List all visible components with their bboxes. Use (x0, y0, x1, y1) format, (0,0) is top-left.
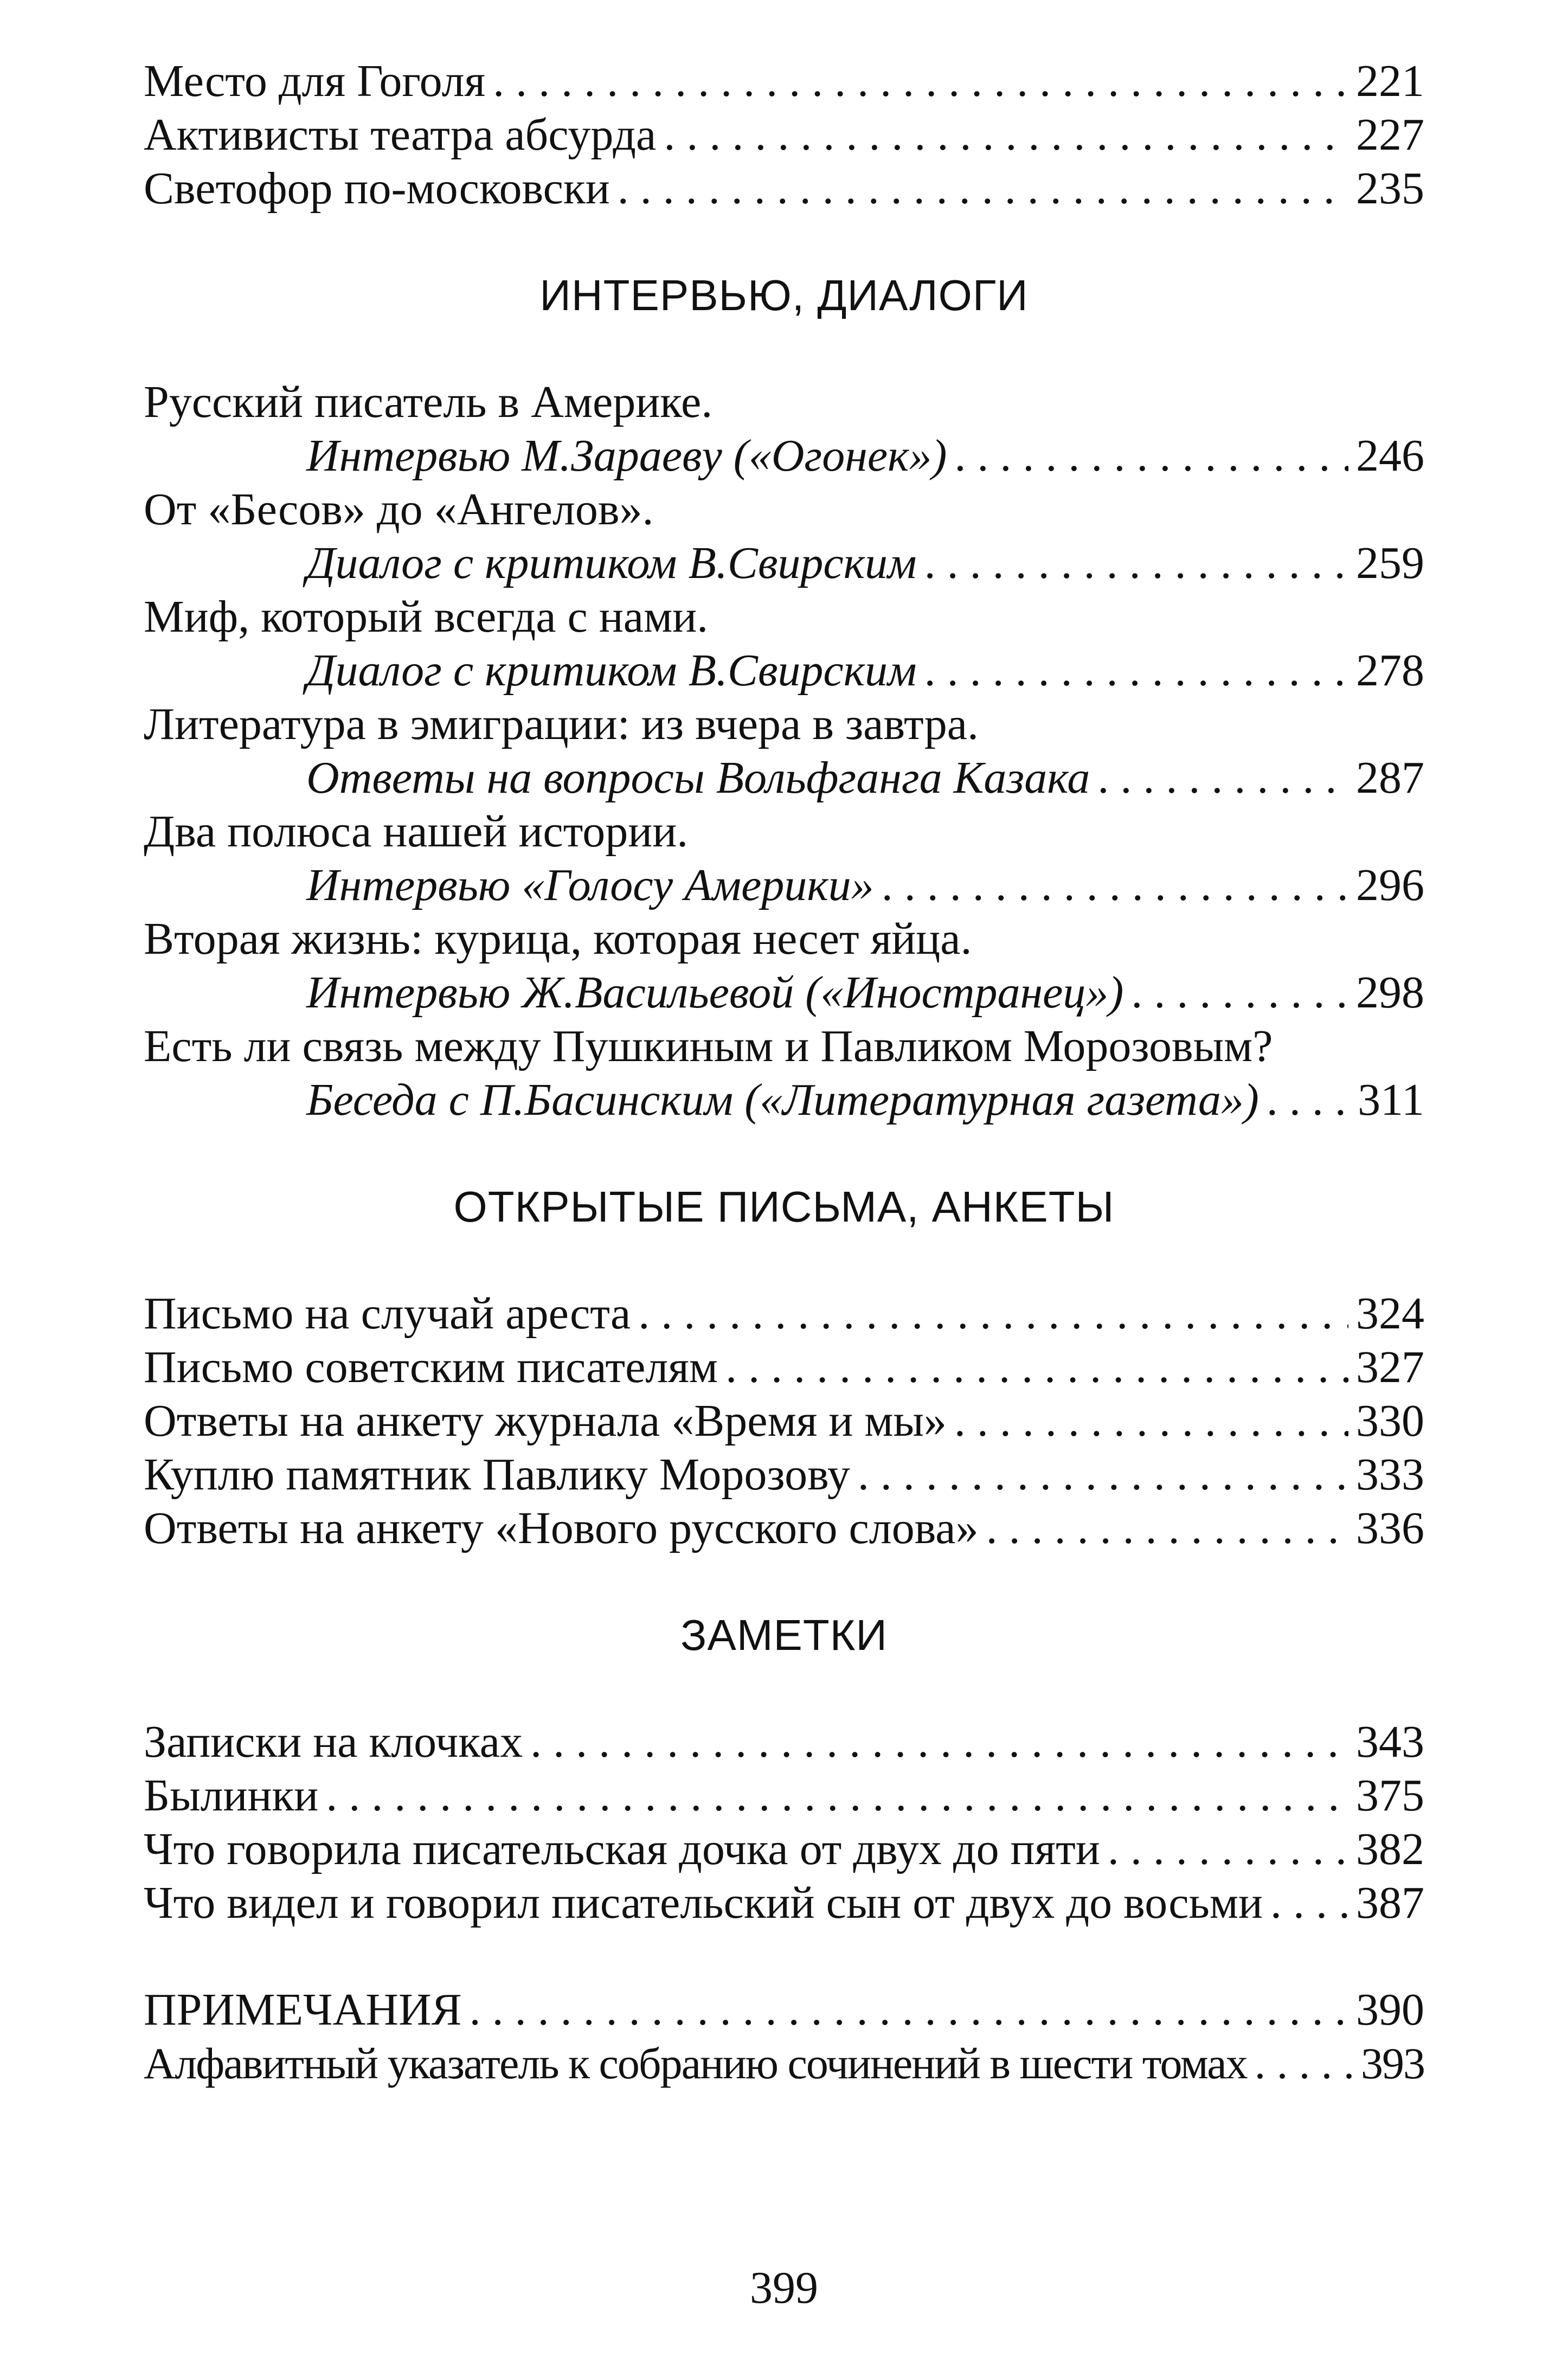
toc-entry-title: Письмо советским писателям (144, 1342, 718, 1392)
toc-entry[interactable] (144, 108, 1424, 162)
toc-entry-page: 336 (1356, 1503, 1424, 1553)
toc-entry-title: Записки на клочках (144, 1717, 523, 1767)
dot-leader (924, 644, 1348, 697)
toc-entry-subtitle: Интервью Ж.Васильевой («Иностранец») (306, 967, 1124, 1018)
dot-leader (1267, 1073, 1350, 1127)
toc-entry[interactable] (144, 1715, 1424, 1769)
dot-leader (618, 162, 1348, 215)
toc-entry[interactable] (144, 1287, 1424, 1340)
dot-leader (954, 429, 1348, 483)
toc-entry[interactable] (144, 536, 1424, 590)
dot-leader (326, 1769, 1348, 1822)
dot-leader (1108, 1822, 1348, 1876)
toc-entry-subtitle: Беседа с П.Басинским («Литературная газета») (306, 1075, 1259, 1125)
toc-entry-page: 259 (1356, 538, 1424, 588)
dot-leader (1255, 2037, 1353, 2090)
dot-leader (638, 1287, 1348, 1340)
toc-entry-title: Миф, который всегда с нами. (144, 592, 709, 642)
toc-entry-page: 382 (1356, 1824, 1424, 1874)
toc-entry-title: Место для Гоголя (144, 56, 486, 106)
toc-entry-title: Светофор по-московски (144, 163, 610, 214)
toc-entry[interactable] (144, 1822, 1424, 1876)
toc-entry-title: Алфавитный указатель к собранию сочинений в шести томах (144, 2039, 1247, 2088)
toc-entry-page: 393 (1361, 2039, 1424, 2088)
toc-entry[interactable] (144, 1394, 1424, 1448)
dot-leader (858, 1448, 1348, 1501)
dot-leader (986, 1501, 1348, 1555)
toc-entry[interactable] (144, 751, 1424, 805)
toc-entry-title: Ответы на анкету «Нового русского слова» (144, 1503, 979, 1553)
toc-entry-title: Письмо на случай ареста (144, 1288, 631, 1339)
toc-entry-subtitle: Диалог с критиком В.Свирским (306, 645, 917, 696)
toc-entry[interactable] (144, 1769, 1424, 1822)
toc-entry[interactable] (144, 429, 1424, 483)
toc-entry[interactable] (144, 162, 1424, 215)
toc-entry-page: 296 (1356, 860, 1424, 910)
toc-entry-subtitle: Ответы на вопросы Вольфганга Казака (306, 753, 1090, 803)
toc-entry-title: Куплю памятник Павлику Морозову (144, 1449, 850, 1500)
toc-entry-title: Ответы на анкету журнала «Время и мы» (144, 1396, 947, 1446)
dot-leader (530, 1715, 1348, 1769)
toc-entry-page: 298 (1356, 967, 1424, 1018)
dot-leader (470, 1983, 1348, 2037)
toc-entry-subtitle: Интервью «Голосу Америки» (306, 860, 874, 910)
dot-leader (924, 536, 1348, 590)
toc-entry-title: Есть ли связь между Пушкиным и Павликом Морозовым? (144, 1021, 1273, 1071)
dot-leader (882, 858, 1348, 912)
toc-entry-page: 221 (1356, 56, 1424, 106)
toc-entry-page: 333 (1356, 1449, 1424, 1500)
dot-leader (1270, 1876, 1348, 1930)
dot-leader (1097, 751, 1348, 805)
toc-entry-page: 235 (1356, 163, 1424, 214)
toc-entry-page: 287 (1356, 753, 1424, 803)
toc-entry[interactable] (144, 1501, 1424, 1555)
toc-entry[interactable] (144, 1073, 1424, 1127)
toc-entry-page: 246 (1356, 431, 1424, 481)
toc-entry-page: 327 (1356, 1342, 1424, 1392)
toc-entry-page: 375 (1356, 1770, 1424, 1821)
toc-entry[interactable] (144, 1340, 1424, 1394)
toc-entry[interactable] (144, 1876, 1424, 1930)
toc-entry-page: 227 (1356, 110, 1424, 160)
toc-entry[interactable] (144, 644, 1424, 697)
toc-entry-title: Что говорила писательская дочка от двух до пяти (144, 1824, 1100, 1874)
toc-entry-subtitle: Диалог с критиком В.Свирским (306, 538, 917, 588)
dot-leader (954, 1394, 1348, 1448)
toc-entry-page: 278 (1356, 645, 1424, 696)
dot-leader (664, 108, 1348, 162)
toc-entry-subtitle: Интервью М.Зараеву («Огонек») (306, 431, 947, 481)
toc-entry-page: 311 (1358, 1075, 1424, 1125)
toc-entry[interactable] (144, 858, 1424, 912)
section-heading: ИНТЕРВЬЮ, ДИАЛОГИ (539, 271, 1029, 319)
toc-entry-title: Вторая жизнь: курица, которая несет яйца. (144, 914, 972, 964)
dot-leader (493, 54, 1348, 108)
toc-entry[interactable] (144, 966, 1424, 1019)
toc-entry[interactable] (144, 2037, 1424, 2090)
table-of-contents (144, 54, 1424, 2090)
toc-entry-page: 324 (1356, 1288, 1424, 1339)
toc-entry-title: Два полюса нашей истории. (144, 806, 689, 857)
toc-entry[interactable] (144, 54, 1424, 108)
toc-entry-title: Литература в эмиграции: из вчера в завтра. (144, 699, 979, 749)
toc-entry-title: Русский писатель в Америке. (144, 377, 713, 427)
toc-entry-title: ПРИМЕЧАНИЯ (144, 1984, 462, 2035)
toc-entry-title: Былинки (144, 1770, 319, 1821)
dot-leader (725, 1340, 1348, 1394)
toc-entry-page: 387 (1356, 1878, 1424, 1928)
page-number: 399 (750, 2263, 818, 2313)
section-heading: ЗАМЕТКИ (680, 1611, 888, 1659)
toc-entry-page: 343 (1356, 1717, 1424, 1767)
toc-entry-title: Что видел и говорил писательский сын от двух до восьми (144, 1878, 1263, 1928)
toc-entry-page: 330 (1356, 1396, 1424, 1446)
section-heading: ОТКРЫТЫЕ ПИСЬМА, АНКЕТЫ (453, 1183, 1115, 1231)
toc-entry[interactable] (144, 1983, 1424, 2037)
toc-entry[interactable] (144, 1448, 1424, 1501)
dot-leader (1131, 966, 1348, 1019)
toc-entry-page: 390 (1356, 1984, 1424, 2035)
toc-entry-title: Активисты театра абсурда (144, 110, 657, 160)
toc-entry-title: От «Бесов» до «Ангелов». (144, 484, 654, 535)
